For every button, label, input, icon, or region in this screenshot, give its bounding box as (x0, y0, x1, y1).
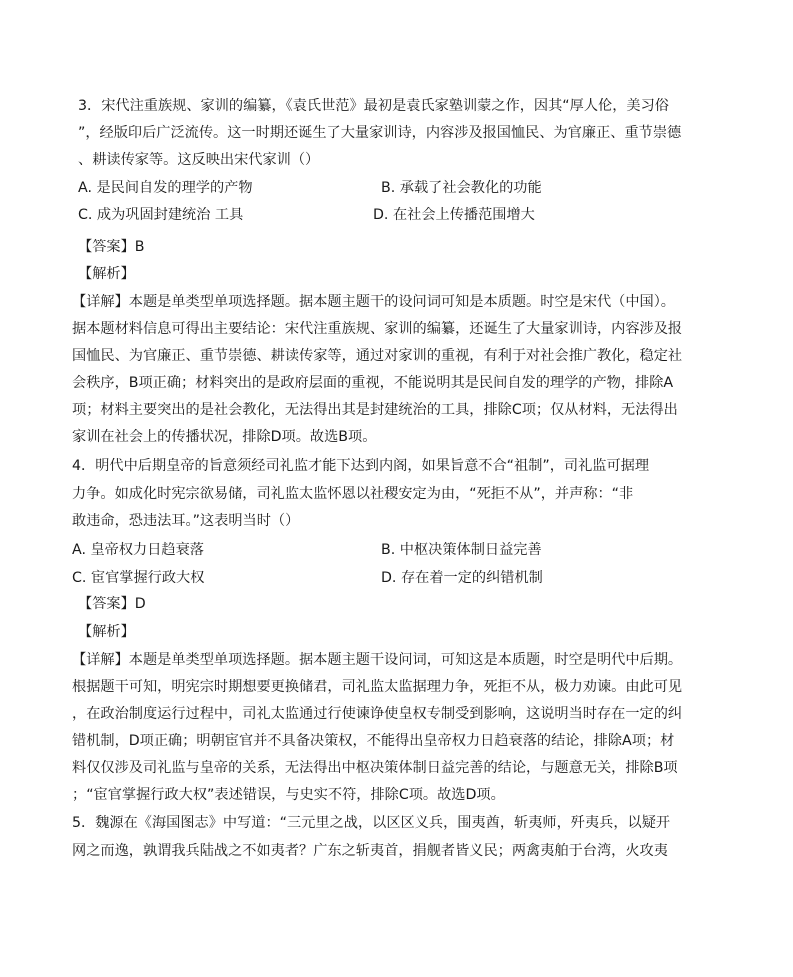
q3-detail-line-5: 项；材料主要突出的是社会教化，无法得出其是封建统治的工具，排除C项；仅从材料，无法得出 (72, 402, 678, 418)
q3-option-d: D. 在社会上传播范围增大 (373, 207, 535, 223)
q3-option-a: A. 是民间自发的理学的产物 (78, 180, 253, 196)
q3-answer: 【答案】B (78, 239, 145, 255)
q4-detail-line-2: 根据题干可知，明宪宗时期想要更换储君，司礼监太监据理力争，死拒不从，极力劝谏。由此可见 (72, 679, 683, 695)
q4-detail-line-1: 【详解】本题是单类型单项选择题。据本题主题干设问词，可知这是本质题，时空是明代中后期。 (72, 652, 683, 668)
q3-detail-line-2: 据本题材料信息可得出主要结论：宋代注重族规、家训的编纂，还诞生了大量家训诗，内容涉及报 (72, 321, 683, 337)
q5-stem-line-1: 5．魏源在《海国图志》中写道：“三元里之战，以区区义兵，围夷酋，斩夷师，歼夷兵，以疑开 (72, 815, 671, 831)
q4-analysis-label: 【解析】 (78, 624, 135, 640)
q3-stem-line-1: 3．宋代注重族规、家训的编纂，《袁氏世范》最初是袁氏家塾训蒙之作，因其“厚人伦，美习俗 (78, 98, 669, 114)
q4-answer: 【答案】D (78, 596, 146, 612)
q4-option-c: C. 宦官掌握行政大权 (72, 570, 205, 586)
q4-detail-line-4: 错机制，D项正确；明朝宦官并不具备决策权，不能得出皇帝权力日趋衰落的结论，排除A项；材 (72, 733, 675, 749)
q4-option-a: A. 皇帝权力日趋衰落 (72, 542, 204, 558)
q5-stem-line-2: 网之而逸，孰谓我兵陆战之不如夷者？广东之斩夷首，捐舰者皆义民；两禽夷舶于台湾，火攻夷 (72, 843, 668, 859)
q3-stem-line-2: ”，经版印后广泛流传。这一时期还诞生了大量家训诗，内容涉及报国恤民、为官廉正、重节崇德 (78, 125, 682, 141)
q4-detail-line-6: ；“宦官掌握行政大权”表述错误，与史实不符，排除C项。故选D项。 (72, 787, 505, 803)
q4-stem-line-1: 4．明代中后期皇帝的旨意须经司礼监才能下达到内阁，如果旨意不合“祖制”，司礼监可据理 (72, 458, 650, 474)
q4-option-d: D. 存在着一定的纠错机制 (381, 570, 543, 586)
q4-stem-line-3: 敢违命，恐违法耳。”这表明当时（） (72, 513, 300, 529)
q3-detail-line-1: 【详解】本题是单类型单项选择题。据本题主题干的设问词可知是本质题。时空是宋代（中国）。 (72, 294, 675, 310)
q3-analysis-label: 【解析】 (78, 266, 135, 282)
q3-detail-line-3: 国恤民、为官廉正、重节崇德、耕读传家等，通过对家训的重视，有利于对社会推广教化，稳定社 (72, 348, 683, 364)
q3-detail-line-4: 会秩序，B项正确；材料突出的是政府层面的重视，不能说明其是民间自发的理学的产物，排除A (72, 375, 674, 391)
q3-detail-line-6: 家训在社会上的传播状况，排除D项。故选B项。 (72, 429, 377, 445)
q3-option-c: C. 成为巩固封建统治 工具 (78, 207, 244, 223)
q4-detail-line-3: ，在政治制度运行过程中，司礼太监通过行使谏诤使皇权专制受到影响，这说明当时存在一定的纠 (72, 706, 683, 722)
q4-detail-line-5: 料仅仅涉及司礼监与皇帝的关系，无法得出中枢决策体制日益完善的结论，与题意无关，排除B项 (72, 760, 678, 776)
q3-stem-line-3: 、耕读传家等。这反映出宋代家训（） (78, 152, 320, 168)
q4-stem-line-2: 力争。如成化时宪宗欲易储，司礼监太监怀恩以社稷安定为由，“死拒不从”，并声称：“非 (72, 486, 634, 502)
q4-option-b: B. 中枢决策体制日益完善 (381, 542, 542, 558)
q3-option-b: B. 承载了社会教化的功能 (381, 180, 542, 196)
